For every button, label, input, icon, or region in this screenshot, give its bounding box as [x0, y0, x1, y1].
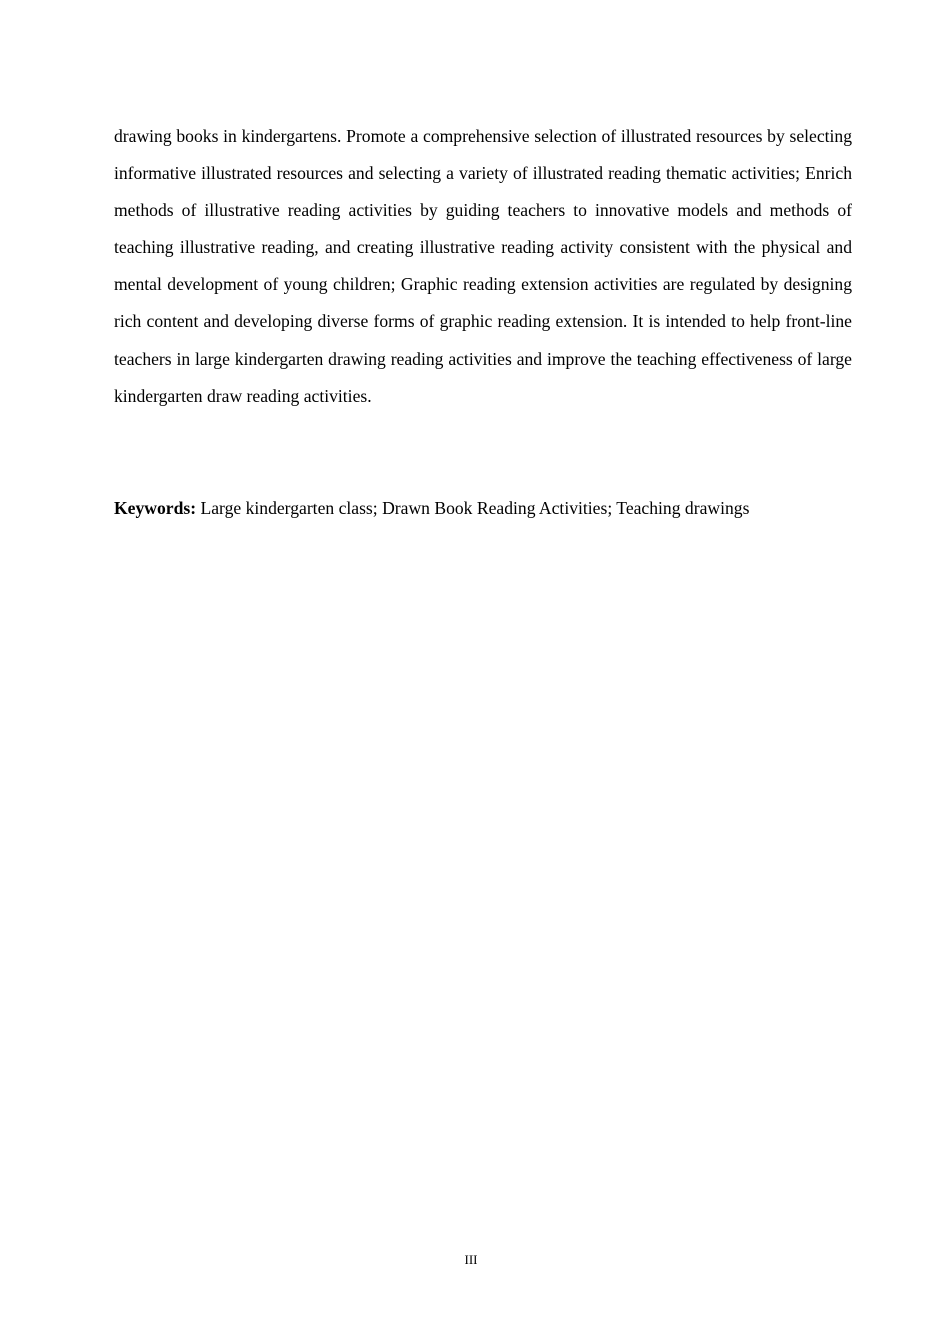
keywords-text: Large kindergarten class; Drawn Book Reading Activities; Teaching drawings — [196, 498, 750, 518]
page-number: III — [464, 1252, 478, 1267]
keywords-line — [114, 490, 852, 527]
abstract-paragraph: drawing books in kindergartens. Promote a comprehensive selection of illustrated resources by selecting informative illustrated resources and selecting a variety of illustrated reading thematic activities; Enrich methods of illustrative reading activities by guiding teachers to innovative models and methods of teaching illustrative reading, and creating illustrative reading activity consistent with the physical and mental development of young children; Graphic reading extension activities are regulated by designing rich content and developing diverse forms of graphic reading extension. It is intended to help front-line teachers in large kindergarten drawing reading activities and improve the teaching effectiveness of large kindergarten draw reading activities. — [114, 126, 852, 406]
keywords-label: Keywords: — [114, 498, 197, 518]
